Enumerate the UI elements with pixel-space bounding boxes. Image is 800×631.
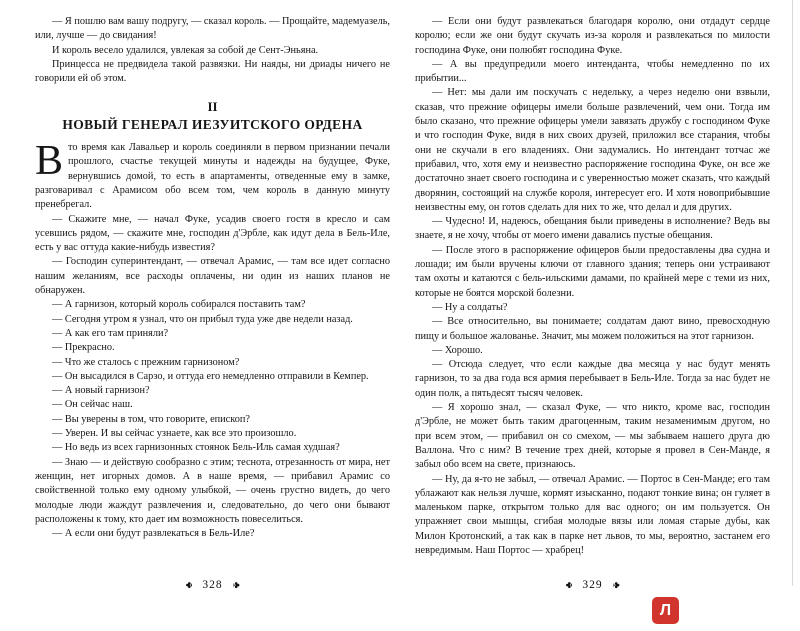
paragraph: — Я хорошо знал, — сказал Фуке, — что никто, кроме вас, господин д'Эрбле, не может быть таким драгоценным, таким незаменимым другом, но при всем этом, — прибавил он со смехом, — мы забываем нашего друга дю Валлона. Что с ним? В течение трех дней, которые я провел в Сен-Манде, я забыл обо всем на свете, признаюсь. (415, 402, 770, 471)
right-page-text (415, 15, 770, 572)
labirint-logo-letter: Л (659, 601, 672, 619)
paragraph: — Прекрасно. (52, 342, 115, 354)
left-page-body (35, 138, 390, 541)
paragraph: — А если они будут развлекаться в Бель-Иле? (52, 528, 255, 540)
page-number-right: 329 (582, 579, 603, 591)
fleur-ornament-icon: ♣ (183, 581, 195, 589)
paragraph: — А вы предупредили моего интенданта, чтобы немедленно по их прибытии... (415, 58, 770, 85)
paragraph: Вто время как Лавальер и король соединяли в первом признании печали прошлого, счастье текущей минуты и надежды на будущее, Фуке, вернувшись домой, то есть в апартаменты, отведенные ему в замке, разговаривал с Арамисом обо всем том, чем король в данную минуту пренебрегал. (35, 138, 390, 211)
paragraph: — Ну, да я-то не забыл, — отвечал Арамис. — Портос в Сен-Манде; его там ублажают как нельзя лучше, кормят изысканно, подают тонкие вина; он гуляет в маленьком парке, открытом только для вас одного; он им пользуется. Он упражняет свои мышцы, сгибая молодые вязы или ломая старые дубы, как Милон Кротонский, а так как в парке нет львов, то мы, вероятно, застанем его невредимым. Наш Портос — храбрец! (415, 473, 770, 556)
right-page (415, 15, 770, 631)
paragraph: — Если они будут развлекаться благодаря королю, они отдадут сердце королю; если же они будут скучать из-за короля и развлекаться по милости господина Фуке, они полюбят господина Фуке. (415, 16, 770, 56)
chapter-title: НОВЫЙ ГЕНЕРАЛ ИЕЗУИТСКОГО ОРДЕНА (62, 116, 363, 132)
paragraph: — Хорошо. (432, 344, 483, 356)
paragraph: — Он высадился в Сарзо, и оттуда его немедленно отправили в Кемпер. (52, 370, 369, 382)
paragraph: — Чудесно! И, надеюсь, обещания были приведены в исполнение? Ведь вы знаете, я не хочу, чтобы от моего имени давались пустые обещания. (415, 216, 770, 242)
left-page (35, 15, 390, 631)
dropcap-letter: В (35, 138, 64, 185)
paragraph: — Отсюда следует, что если каждые два месяца у нас будут менять гарнизон, то за два года вся армия перебывает в Бель-Иле. Тогда за нас будет не один полк, а пятьдесят тысяч человек. (415, 359, 770, 399)
fleur-ornament-icon: ♣ (610, 581, 622, 589)
fleur-ornament-icon: ♣ (563, 581, 575, 589)
labirint-logo-watermark (652, 597, 679, 624)
left-page-intro (35, 15, 390, 86)
right-page-body (415, 15, 770, 558)
right-page-footer (415, 572, 770, 598)
paragraph: — Он сейчас наш. (52, 399, 133, 411)
paragraph: — А гарнизон, который король собирался поставить там? (52, 299, 306, 311)
paragraph: — Уверен. И вы сейчас узнаете, как все это произошло. (52, 428, 297, 440)
left-page-text (35, 15, 390, 572)
paragraph: — Что же сталось с прежним гарнизоном? (52, 356, 240, 368)
chapter-number: II (207, 99, 218, 115)
paragraph: — А как его там приняли? (52, 327, 169, 339)
page-number-left: 328 (202, 579, 223, 591)
paragraph: — Сегодня утром я узнал, что он прибыл туда уже две недели назад. (52, 313, 353, 325)
paragraph: Принцесса не предвидела такой развязки. Ни наяды, ни дриады ничего не говорили ей об этом. (35, 58, 390, 85)
paragraph: — Скажите мне, — начал Фуке, усадив своего гостя в кресло и сам усевшись рядом, — скажите мне, господин д'Эрбле, как идут дела в Бель-Иле, есть у вас оттуда какие-нибудь известия? (35, 213, 390, 254)
fleur-ornament-icon: ♣ (230, 581, 242, 589)
paragraph: — Вы уверены в том, что говорите, епископ? (52, 413, 250, 425)
paragraph: — А новый гарнизон? (52, 385, 150, 397)
paragraph: — Знаю — и действую сообразно с этим; теснота, отрезанность от мира, нет женщин, нет игорных домов. А в наше время, — прибавил Арамис со свойственной только ему одному улыбкой, — очень грустно видеть, до чего молодые люди жаждут развлечения и, следовательно, до чего они бывают расположены к тому, кто дает им возможность повеселиться. (35, 456, 390, 525)
paragraph: И король весело удалился, увлекая за собой де Сент-Эньяна. (52, 44, 319, 56)
paragraph: — После этого в распоряжение офицеров были предоставлены два судна и лошади; им были вручены ключи от главного здания; теперь они устраивают там охоты и катаются с бель-ильскими дамами, по крайней мере с теми из них, которые не боятся морской болезни. (415, 244, 770, 299)
paragraph: — Господин суперинтендант, — отвечал Арамис, — там все идет согласно нашим желаниям, все расходы оплачены, ни один из наших планов не обнаружен. (35, 256, 390, 297)
paragraph: — Ну а солдаты? (432, 301, 508, 313)
paragraph: — Но ведь из всех гарнизонных стоянок Бель-Иль самая худшая? (52, 442, 340, 454)
left-page-footer (35, 572, 390, 598)
page-edge-line (792, 0, 793, 586)
paragraph: — Нет: мы дали им поскучать с недельку, а через неделю они взвыли, сказав, что прежние офицеры имели больше развлечений, чем они. Тогда им было сказано, что прежние офицеры умели завязать дружбу с господином Фуке и что господин Фуке, видя в них своих друзей, приложил все старания, чтобы они не скучали в его владениях. Они задумались. Но интендант тотчас же прибавил, что, хотя ему и неизвестно распоряжение господина Фуке, он все же достаточно знает своего господина и с уверенностью может сказать, что каждый дворянин, состоящий на службе короля, интересует его. И хотя новоприбывшие неизвестны ему, он готов сделать для них то же, что делал и для других. (415, 87, 770, 213)
paragraph: — Все относительно, вы понимаете; солдатам дают вино, превосходную пищу и большое жалованье. Значит, мы можем положиться на этот гарнизон. (415, 316, 770, 342)
chapter-heading (35, 100, 390, 132)
paragraph: — Я пошлю вам вашу подругу, — сказал король. — Прощайте, мадемуазель, или, лучше — до свидания! (35, 16, 390, 42)
